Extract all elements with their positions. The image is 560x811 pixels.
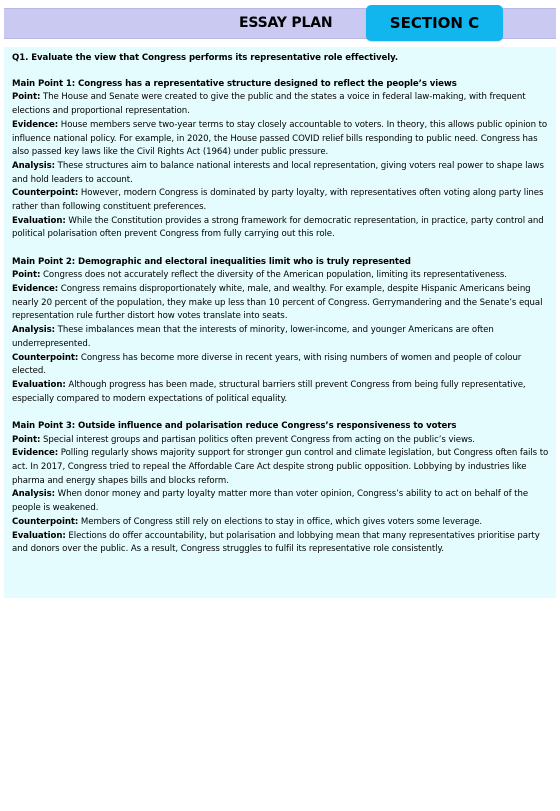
row-label: Evidence: (12, 119, 59, 130)
row-label: Point: (12, 270, 41, 281)
main-point-heading: Main Point 1: Congress has a representative structure designed to reflect the people’s views (12, 78, 457, 89)
section-tab-label: SECTION C (389, 14, 480, 32)
row-text: Polling regularly shows majority support for stronger gun control and climate legislation, but Congress often fails to act. In 2017, Congress tried to repeal the Affordable Care Act despite strong public opposition. Lobbying by industries like pharma and energy shapes bills and blocks reform. (12, 448, 549, 486)
evidence-row (12, 447, 550, 488)
evaluation-row (12, 379, 550, 406)
main-point-3 (12, 420, 550, 557)
row-label: Counterpoint: (12, 188, 79, 199)
point-row (12, 91, 550, 118)
evaluation-row (12, 215, 550, 242)
row-text: However, modern Congress is dominated by party loyalty, with representatives often voting along party lines rather than following constituent preferences. (12, 188, 544, 213)
point-row (12, 434, 550, 448)
main-point-heading: Main Point 3: Outside influence and polarisation reduce Congress’s responsiveness to voters (12, 420, 457, 431)
row-text: Elections do offer accountability, but polarisation and lobbying mean that many representatives prioritise party and donors over the public. As a result, Congress struggles to fulfil its representative role consistently. (12, 530, 540, 555)
analysis-row (12, 488, 550, 515)
row-text: These imbalances mean that the interests of minority, lower-income, and younger Americans are often underrepresented. (12, 325, 494, 349)
evidence-row (12, 119, 550, 160)
row-label: Point: (12, 92, 41, 103)
row-text: House members serve two-year terms to stay closely accountable to voters. In theory, this allows public opinion to influence national policy. For example, in 2020, the House passed COVID relief bills responding to public need. Congress has also passed key laws like the Civil Rights Act (1964) under public pressure. (12, 119, 548, 158)
main-point-1 (12, 78, 550, 242)
row-text: While the Constitution provides a strong framework for democratic representation, in practice, party control and political polarisation often prevent Congress from fully carrying out this role. (12, 215, 544, 240)
section-tab (366, 5, 503, 41)
row-text: The House and Senate were created to give the public and the states a voice in federal law-making, with frequent elections and proportional representation. (12, 92, 526, 117)
page-title: ESSAY PLAN (239, 15, 333, 31)
row-label: Analysis: (12, 160, 56, 171)
row-label: Evaluation: (12, 215, 66, 226)
row-label: Point: (12, 434, 41, 445)
essay-plan-content (4, 47, 556, 598)
row-text: Congress remains disproportionately white, male, and wealthy. For example, despite Hispanic Americans being nearly 20 percent of the population, they make up less than 10 percent of Congress. Gerrymandering and the Senate’s equal representation rule further distort how votes translate into seats. (12, 284, 543, 322)
row-text: These structures aim to balance national interests and local representation, giving voters real power to shape laws and hold leaders to account. (12, 160, 544, 185)
row-text: When donor money and party loyalty matter more than voter opinion, Congress’s ability to act on behalf of the people is weakened. (12, 489, 529, 514)
row-text: Although progress has been made, structural barriers still prevent Congress from being fully representative, especially compared to modern expectations of political equality. (12, 379, 526, 404)
evaluation-row (12, 530, 550, 557)
row-label: Analysis: (12, 325, 56, 336)
question: Q1. Evaluate the view that Congress performs its representative role effectively. (12, 53, 399, 63)
counterpoint-row (12, 516, 550, 530)
row-label: Analysis: (12, 489, 56, 500)
evidence-row (12, 283, 550, 324)
point-row (12, 269, 550, 283)
main-point-2 (12, 256, 550, 407)
row-text: Members of Congress still rely on elections to stay in office, which gives voters some leverage. (78, 516, 483, 527)
row-text: Congress does not accurately reflect the diversity of the American population, limiting its representativeness. (40, 270, 507, 281)
row-label: Evaluation: (12, 379, 66, 390)
row-label: Evidence: (12, 284, 59, 295)
row-text: Special interest groups and partisan politics often prevent Congress from acting on the public’s views. (40, 434, 475, 445)
row-text: Congress has become more diverse in recent years, with rising numbers of women and people of colour elected. (12, 352, 522, 377)
row-label: Counterpoint: (12, 352, 79, 363)
row-label: Evaluation: (12, 530, 66, 541)
row-label: Evidence: (12, 448, 59, 459)
row-label: Counterpoint: (12, 516, 79, 527)
main-point-heading: Main Point 2: Demographic and electoral inequalities limit who is truly represented (12, 256, 411, 267)
analysis-row (12, 324, 550, 351)
counterpoint-row (12, 352, 550, 379)
analysis-row (12, 160, 550, 187)
counterpoint-row (12, 187, 550, 214)
